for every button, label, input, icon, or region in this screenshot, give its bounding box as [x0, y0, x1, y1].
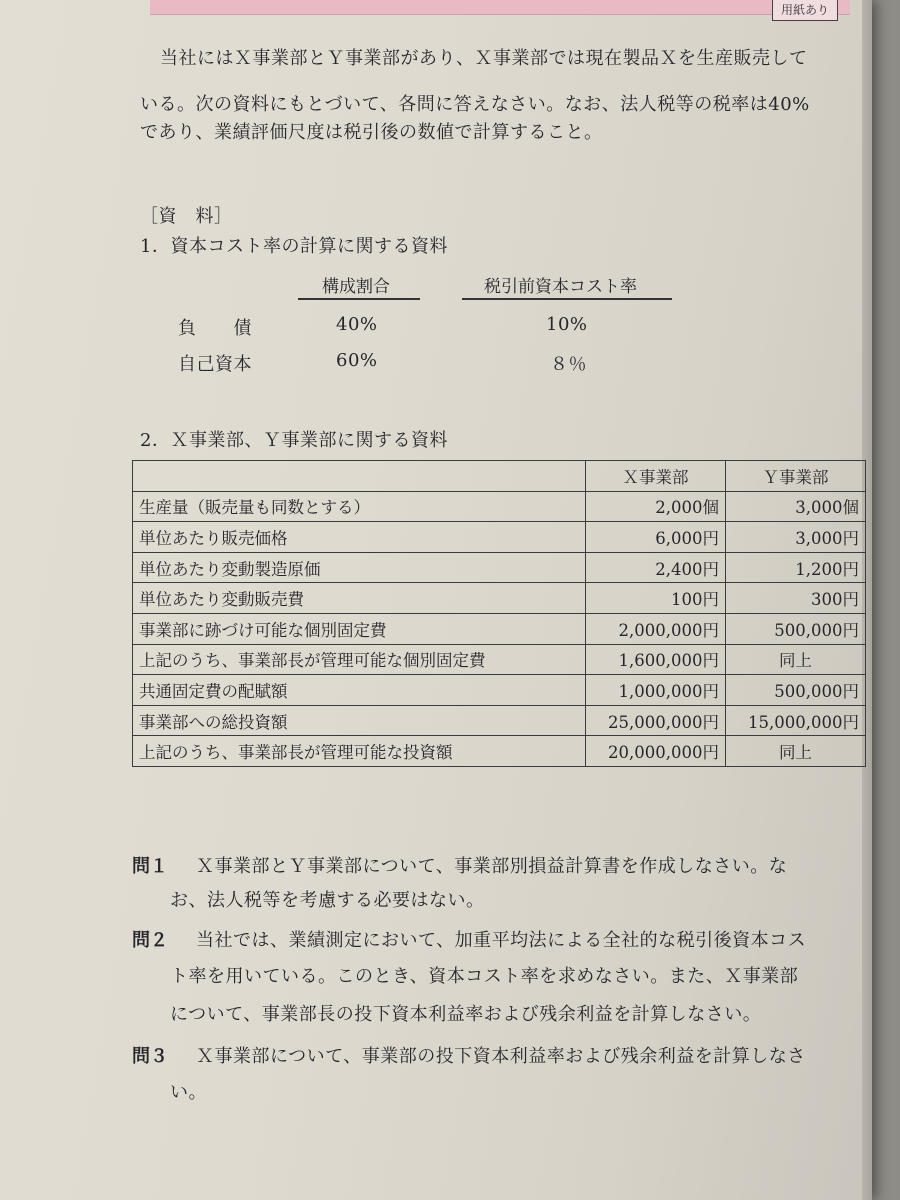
row-label: 生産量（販売量も同数とする） — [133, 491, 586, 522]
row-label: 単位あたり変動販売費 — [133, 583, 586, 614]
question-1-line-2: お、法人税等を考慮する必要はない。 — [170, 890, 485, 911]
row-x-value: 1,600,000円 — [586, 644, 726, 675]
section2-title: 2．Ｘ事業部、Ｙ事業部に関する資料 — [140, 430, 448, 451]
question-2-line-1: 当社では、業績測定において、加重平均法による全社的な税引後資本コス — [196, 930, 807, 951]
row-equity-rate: ８％ — [550, 354, 587, 375]
row-label: 共通固定費の配賦額 — [133, 675, 586, 706]
row-label: 上記のうち、事業部長が管理可能な個別固定費 — [133, 644, 586, 675]
question-3-line-2: い。 — [170, 1082, 207, 1103]
table-header-blank — [133, 461, 586, 492]
table-row — [133, 675, 866, 706]
row-x-value: 25,000,000円 — [586, 705, 726, 736]
intro-line-2: いる。次の資料にもとづいて、各問に答えなさい。なお、法人税等の税率は40% — [140, 94, 810, 115]
row-y-value: 300円 — [726, 583, 866, 614]
col-ratio-underline — [298, 298, 420, 300]
table-row — [133, 613, 866, 644]
row-x-value: 2,000個 — [586, 491, 726, 522]
question-2-label: 問２ — [132, 930, 168, 951]
table-header-row — [133, 461, 866, 492]
question-3-line-1: Ｘ事業部について、事業部の投下資本利益率および残余利益を計算しなさ — [196, 1046, 806, 1067]
table-row — [133, 522, 866, 553]
row-y-value: 500,000円 — [726, 675, 866, 706]
row-x-value: 20,000,000円 — [586, 736, 726, 767]
table-row — [133, 644, 866, 675]
intro-line-3: であり、業績評価尺度は税引後の数値で計算すること。 — [140, 122, 603, 143]
row-label: 上記のうち、事業部長が管理可能な投資額 — [133, 736, 586, 767]
col-ratio-header: 構成割合 — [322, 277, 390, 297]
row-y-value: 500,000円 — [726, 613, 866, 644]
row-y-value: 同上 — [726, 644, 866, 675]
row-equity-ratio: 60% — [336, 350, 378, 371]
question-3-label: 問３ — [132, 1046, 168, 1067]
table-row — [133, 491, 866, 522]
row-y-value: 1,200円 — [726, 552, 866, 583]
chapter-header-band — [150, 0, 850, 15]
table-row — [133, 736, 866, 767]
row-label: 単位あたり販売価格 — [133, 522, 586, 553]
row-y-value: 15,000,000円 — [726, 705, 866, 736]
division-data-table — [132, 460, 866, 767]
row-x-value: 2,000,000円 — [586, 613, 726, 644]
row-label: 単位あたり変動製造原価 — [133, 552, 586, 583]
col-rate-underline — [462, 298, 672, 300]
row-y-value: 3,000個 — [726, 491, 866, 522]
row-debt-label: 負 債 — [178, 318, 252, 339]
row-debt-ratio: 40% — [336, 314, 378, 335]
row-y-value: 同上 — [726, 736, 866, 767]
question-1-label: 問１ — [132, 856, 168, 877]
answer-sheet-tag: 用紙あり — [772, 0, 838, 21]
col-rate-header: 税引前資本コスト率 — [484, 277, 637, 297]
row-equity-label: 自己資本 — [178, 354, 252, 375]
row-debt-rate: 10% — [546, 314, 588, 335]
row-label: 事業部に跡づけ可能な個別固定費 — [133, 613, 586, 644]
row-y-value: 3,000円 — [726, 522, 866, 553]
table-header-x: Ｘ事業部 — [586, 461, 726, 492]
table-header-y: Ｙ事業部 — [726, 461, 866, 492]
intro-line-1: 当社にはＸ事業部とＹ事業部があり、Ｘ事業部では現在製品Ｘを生産販売して — [160, 48, 808, 69]
question-2-line-2: ト率を用いている。このとき、資本コスト率を求めなさい。また、Ｘ事業部 — [170, 966, 799, 987]
table-row — [133, 583, 866, 614]
row-x-value: 6,000円 — [586, 522, 726, 553]
table-row — [133, 552, 866, 583]
row-x-value: 2,400円 — [586, 552, 726, 583]
table-row — [133, 705, 866, 736]
row-label: 事業部への総投資額 — [133, 705, 586, 736]
question-1-line-1: Ｘ事業部とＹ事業部について、事業部別損益計算書を作成しなさい。な — [196, 856, 788, 877]
question-2-line-3: について、事業部長の投下資本利益率および残余利益を計算しなさい。 — [170, 1004, 762, 1025]
row-x-value: 100円 — [586, 583, 726, 614]
row-x-value: 1,000,000円 — [586, 675, 726, 706]
section1-title: 1．資本コスト率の計算に関する資料 — [140, 236, 448, 257]
materials-label: ［資 料］ — [140, 206, 233, 227]
